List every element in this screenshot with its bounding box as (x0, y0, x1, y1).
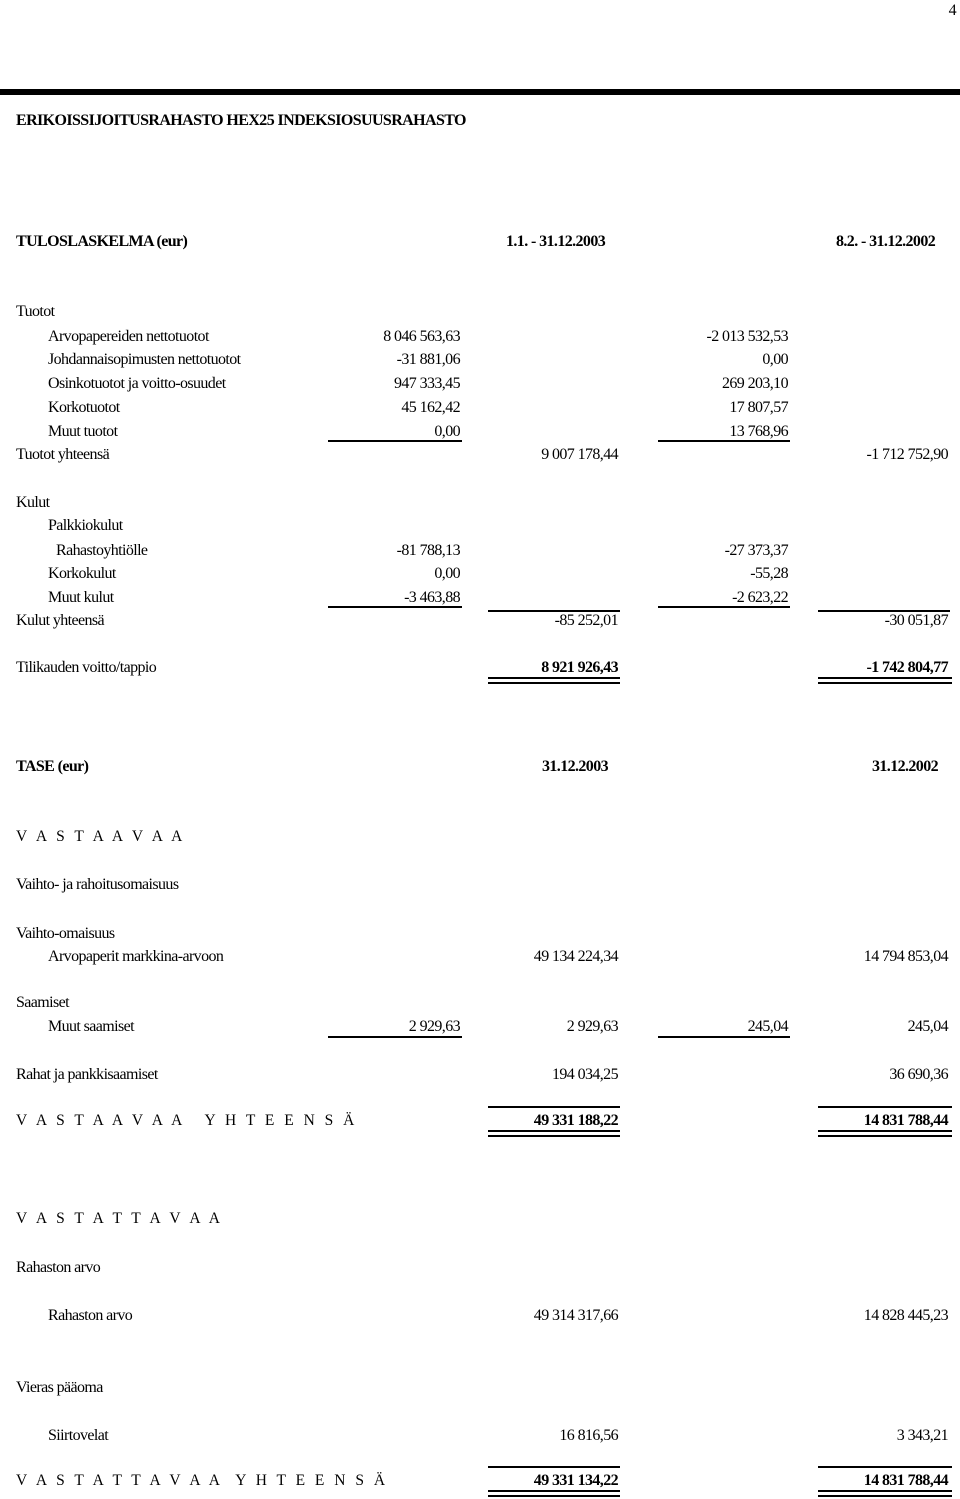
double-rule (818, 1495, 952, 1497)
subtotal-rule (658, 1036, 790, 1038)
subtotal-rule (328, 440, 462, 442)
cash-label: Rahat ja pankkisaamiset (16, 1066, 158, 1083)
income-item-current: 0,00 (434, 423, 460, 440)
double-rule (488, 682, 620, 684)
expense-item-previous: -2 623,22 (732, 589, 788, 606)
expense-item-current: -3 463,88 (404, 589, 460, 606)
income-statement-title: TULOSLASKELMA (eur) (16, 233, 188, 250)
subtotal-rule (328, 1036, 462, 1038)
accruals-label: Siirtovelat (48, 1427, 109, 1444)
other-receivables-current: 2 929,63 (566, 1018, 618, 1035)
expense-item-previous: -55,28 (750, 565, 788, 582)
income-item-previous: -2 013 532,53 (706, 328, 788, 345)
double-rule (818, 1135, 952, 1137)
debt-heading: Vieras pääoma (16, 1379, 103, 1396)
date-current: 31.12.2003 (542, 758, 609, 775)
income-item-current: 8 046 563,63 (383, 328, 460, 345)
double-rule (488, 1130, 620, 1132)
income-total-label: Tuotot yhteensä (16, 446, 110, 463)
fund-capital-previous: 14 828 445,23 (863, 1307, 948, 1324)
fund-title: ERIKOISSIJOITUSRAHASTO HEX25 INDEKSIOSUUSRAHASTO (16, 112, 466, 129)
assets-heading: V A S T A A V A A (16, 828, 186, 845)
double-rule (488, 1135, 620, 1137)
liabilities-total-label: V A S T A T T A V A A Y H T E E N S Ä (16, 1472, 389, 1489)
trading-heading: Vaihto-omaisuus (16, 925, 115, 942)
securities-current: 49 134 224,34 (533, 948, 618, 965)
cash-current: 194 034,25 (551, 1066, 618, 1083)
double-rule (488, 1490, 620, 1492)
income-heading: Tuotot (16, 303, 55, 320)
other-receivables-label: Muut saamiset (48, 1018, 134, 1035)
result-label: Tilikauden voitto/tappio (16, 659, 157, 676)
result-current: 8 921 926,43 (541, 659, 618, 676)
expense-item-label: Muut kulut (48, 589, 114, 606)
expense-item-current: -81 788,13 (396, 542, 460, 559)
double-rule (488, 677, 620, 679)
fund-capital-heading: Rahaston arvo (16, 1259, 101, 1276)
expenses-total-label: Kulut yhteensä (16, 612, 105, 629)
period-previous: 8.2. - 31.12.2002 (836, 233, 936, 250)
expense-item-label: Rahastoyhtiölle (56, 542, 148, 559)
accruals-previous: 3 343,21 (896, 1427, 948, 1444)
income-item-current: 947 333,45 (393, 375, 460, 392)
total-rule (488, 1466, 620, 1468)
expenses-total-current: -85 252,01 (554, 612, 618, 629)
income-item-previous: 17 807,57 (729, 399, 788, 416)
income-item-current: -31 881,06 (396, 351, 460, 368)
double-rule (818, 682, 952, 684)
securities-previous: 14 794 853,04 (863, 948, 948, 965)
assets-total-label: V A S T A A V A A Y H T E E N S Ä (16, 1112, 358, 1129)
header-rule (0, 89, 960, 95)
date-previous: 31.12.2002 (872, 758, 939, 775)
current-assets-heading: Vaihto- ja rahoitusomaisuus (16, 876, 179, 893)
total-rule (818, 1106, 952, 1108)
income-total-previous: -1 712 752,90 (866, 446, 948, 463)
assets-total-current: 49 331 188,22 (533, 1112, 618, 1129)
income-item-label: Johdannaisopimusten nettotuotot (48, 351, 241, 368)
expenses-heading: Kulut (16, 494, 50, 511)
income-item-previous: 0,00 (762, 351, 788, 368)
income-item-current: 45 162,42 (401, 399, 460, 416)
fund-capital-label: Rahaston arvo (48, 1307, 133, 1324)
income-item-previous: 13 768,96 (729, 423, 788, 440)
double-rule (818, 677, 952, 679)
income-item-previous: 269 203,10 (721, 375, 788, 392)
cash-previous: 36 690,36 (889, 1066, 948, 1083)
total-rule (818, 1466, 952, 1468)
double-rule (818, 1490, 952, 1492)
subtotal-rule (658, 440, 790, 442)
expense-item-current: 0,00 (434, 565, 460, 582)
subtotal-rule (328, 606, 462, 608)
assets-total-previous: 14 831 788,44 (863, 1112, 948, 1129)
result-previous: -1 742 804,77 (866, 659, 948, 676)
income-item-label: Muut tuotot (48, 423, 118, 440)
other-receivables-previous-sub: 245,04 (747, 1018, 788, 1035)
liabilities-heading: V A S T A T T A V A A (16, 1210, 223, 1227)
securities-label: Arvopaperit markkina-arvoon (48, 948, 224, 965)
balance-sheet-title: TASE (eur) (16, 758, 89, 775)
double-rule (488, 1495, 620, 1497)
period-current: 1.1. - 31.12.2003 (506, 233, 606, 250)
liabilities-total-current: 49 331 134,22 (533, 1472, 618, 1489)
income-item-label: Arvopapereiden nettotuotot (48, 328, 209, 345)
liabilities-total-previous: 14 831 788,44 (863, 1472, 948, 1489)
total-rule (488, 1106, 620, 1108)
double-rule (818, 1130, 952, 1132)
expense-item-previous: -27 373,37 (724, 542, 788, 559)
accruals-current: 16 816,56 (559, 1427, 618, 1444)
expenses-total-previous: -30 051,87 (884, 612, 948, 629)
income-item-label: Korkotuotot (48, 399, 120, 416)
fund-capital-current: 49 314 317,66 (533, 1307, 618, 1324)
page-number: 4 (948, 2, 956, 19)
income-item-label: Osinkotuotot ja voitto-osuudet (48, 375, 226, 392)
fees-heading: Palkkiokulut (48, 517, 123, 534)
other-receivables-previous: 245,04 (907, 1018, 948, 1035)
subtotal-rule (658, 606, 790, 608)
income-total-current: 9 007 178,44 (541, 446, 618, 463)
other-receivables-current-sub: 2 929,63 (408, 1018, 460, 1035)
receivables-heading: Saamiset (16, 994, 69, 1011)
expense-item-label: Korkokulut (48, 565, 116, 582)
